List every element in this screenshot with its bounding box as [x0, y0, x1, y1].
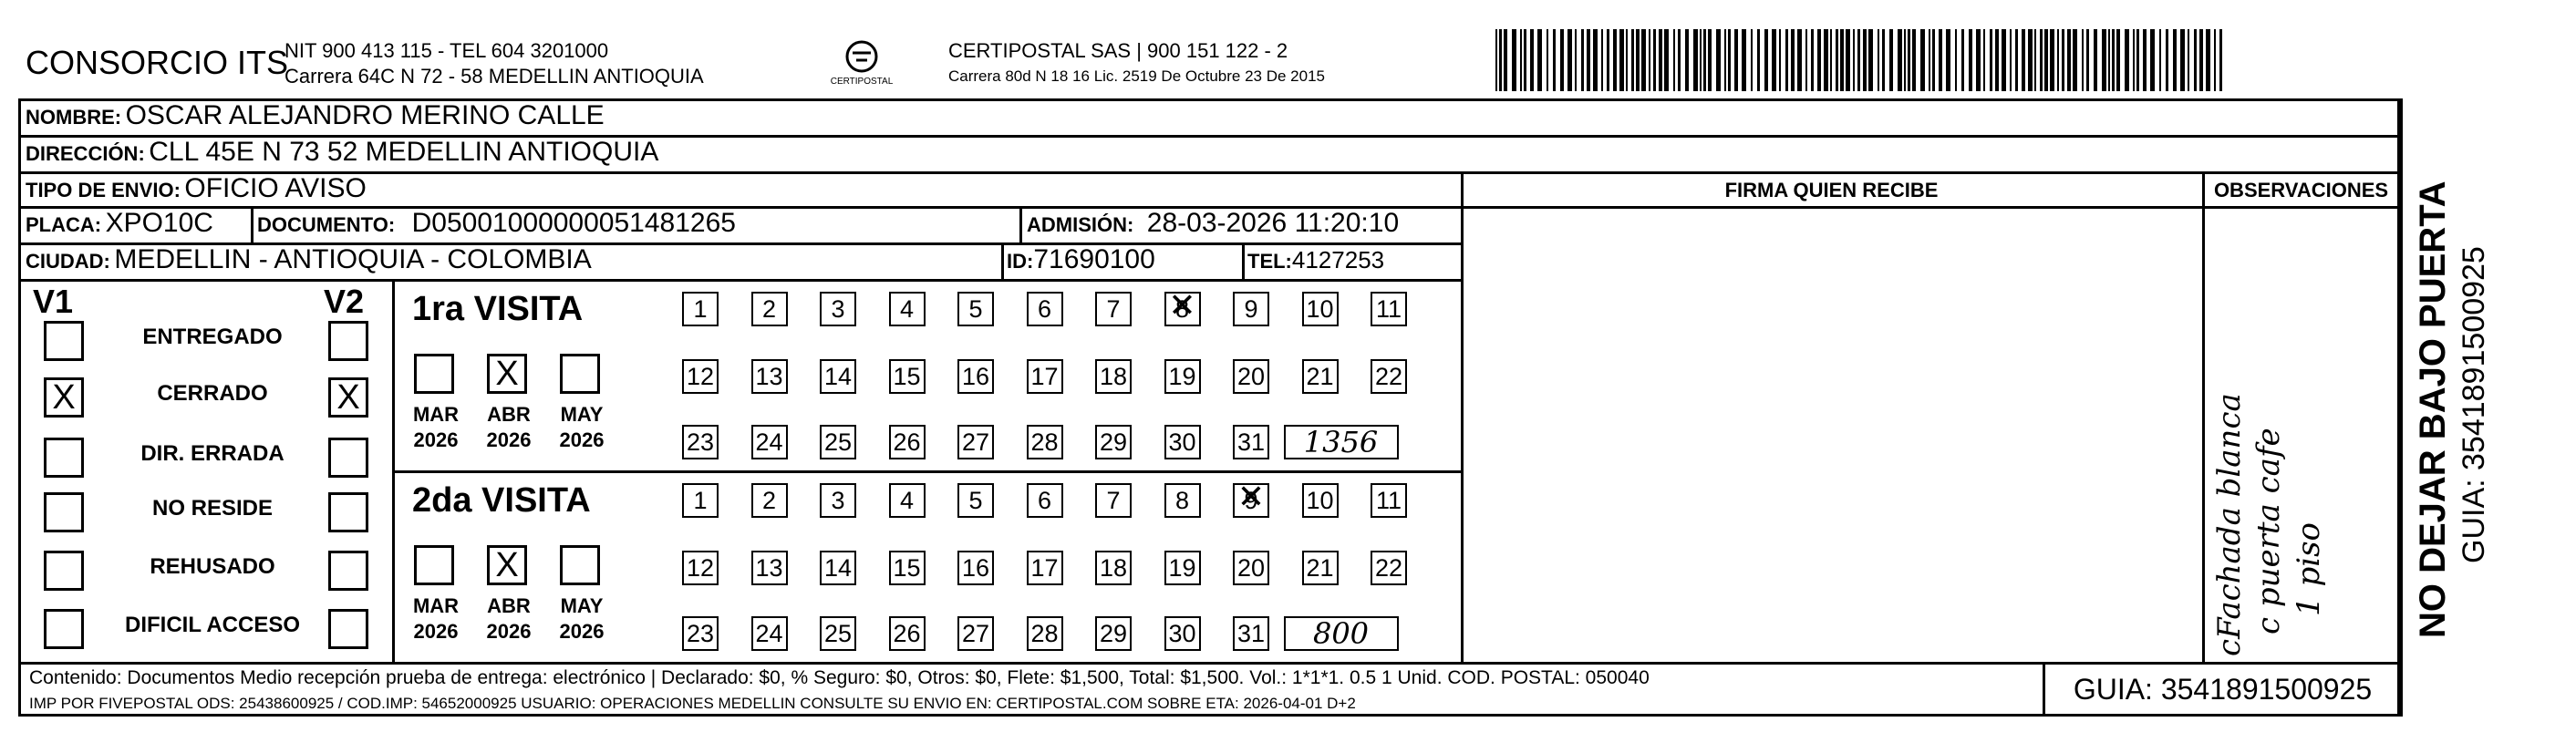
barcode-bar — [1779, 29, 1781, 91]
logo-icon — [816, 36, 907, 77]
barcode-bar — [2044, 29, 2048, 91]
admision-label: ADMISIÓN: — [1027, 213, 1134, 236]
divider — [1461, 171, 1464, 662]
barcode-bar — [1520, 29, 1522, 91]
month-name: ABR — [487, 594, 531, 617]
divider — [18, 279, 1461, 282]
day-box[interactable]: 20 — [1233, 551, 1269, 585]
barcode-bar — [1700, 29, 1702, 91]
address-line: Carrera 64C N 72 - 58 MEDELLIN ANTIOQUIA — [284, 65, 704, 88]
month-name: MAR — [412, 403, 460, 426]
day-box[interactable]: 3 — [820, 483, 856, 518]
barcode-bar — [1882, 29, 1885, 91]
barcode-bar — [1939, 29, 1942, 91]
barcode-bar — [2002, 29, 2006, 91]
day-box[interactable]: 19 — [1164, 551, 1201, 585]
tipo-field — [26, 173, 367, 204]
documento-value: D05001000000051481265 — [411, 208, 736, 238]
id-label: ID: — [1007, 250, 1034, 273]
status-label: DIR. ERRADA — [140, 441, 284, 466]
month-year: 2026 — [413, 428, 459, 451]
day-box[interactable]: 16 — [957, 551, 994, 585]
barcode-bar — [2028, 29, 2033, 91]
barcode-bar — [1685, 29, 1689, 91]
side-warning: NO DEJAR BAJO PUERTA — [2413, 181, 2453, 638]
visit-title: 1ra VISITA — [412, 290, 584, 328]
barcode-bar — [1932, 29, 1935, 91]
visit-title: 2da VISITA — [412, 481, 591, 520]
barcode-bar — [1560, 29, 1564, 91]
barcode-bar — [1817, 29, 1821, 91]
divider — [1242, 242, 1245, 279]
v2-checkbox[interactable]: X — [328, 377, 368, 418]
day-box[interactable]: 10 — [1302, 292, 1339, 326]
day-box[interactable]: 5 — [957, 483, 994, 518]
observation-line-2: c puerta cafe — [2250, 428, 2287, 634]
barcode-bar — [1846, 29, 1850, 91]
day-box[interactable]: 14 — [820, 359, 856, 394]
day-box[interactable]: 4 — [889, 292, 926, 326]
barcode-bar — [1664, 29, 1669, 91]
month-name: MAR — [412, 594, 460, 617]
day-box[interactable]: 24 — [751, 616, 788, 651]
barcode-bar — [1524, 29, 1526, 91]
barcode-bar — [2108, 29, 2110, 91]
placa-field — [26, 208, 213, 239]
certi-line: CERTIPOSTAL SAS | 900 151 122 - 2 — [948, 39, 1288, 62]
day-box[interactable]: 11 — [1371, 483, 1407, 518]
month-year: 2026 — [559, 428, 605, 451]
barcode-bar — [2166, 29, 2168, 91]
documento-label: DOCUMENTO: — [257, 213, 396, 236]
day-box[interactable]: 20 — [1233, 359, 1269, 394]
barcode-bar — [2180, 29, 2185, 91]
day-box[interactable]: 9 ✕ — [1233, 483, 1269, 518]
day-box[interactable]: 26 — [889, 425, 926, 459]
barcode-bar — [1805, 29, 1807, 91]
v1-header: V1 — [33, 283, 74, 320]
barcode-bar — [2206, 29, 2210, 91]
barcode-bar — [1772, 29, 1776, 91]
tel-value: 4127253 — [1291, 246, 1385, 273]
barcode-bar — [1659, 29, 1662, 91]
barcode-bar — [2086, 29, 2089, 91]
barcode-bar — [2214, 29, 2216, 91]
v1-checkbox[interactable] — [44, 551, 84, 591]
divider — [2202, 171, 2205, 662]
day-box[interactable]: 30 — [1164, 616, 1201, 651]
barcode-bar — [2022, 29, 2025, 91]
observation-line-1: cFachada blanca — [2211, 393, 2248, 656]
barcode-bar — [1626, 29, 1628, 91]
barcode-bar — [2159, 29, 2161, 91]
day-box[interactable]: 17 — [1027, 551, 1063, 585]
barcode-bar — [2015, 29, 2018, 91]
status-label: NO RESIDE — [151, 496, 274, 521]
barcode-bar — [1636, 29, 1640, 91]
barcode-bar — [1908, 29, 1910, 91]
barcode-bar — [1504, 29, 1507, 91]
day-box[interactable]: 12 — [682, 359, 719, 394]
barcode-bar — [1553, 29, 1556, 91]
side-guia: GUIA: 3541891500925 — [2457, 246, 2491, 563]
placa-label: PLACA: — [26, 213, 102, 236]
barcode-bar — [1724, 29, 1726, 91]
divider — [18, 171, 2400, 174]
barcode-bar — [1547, 29, 1548, 91]
day-box[interactable]: 8 ✕ — [1164, 292, 1201, 326]
barcode-bar — [1904, 29, 1906, 91]
tel-label: TEL: — [1247, 250, 1292, 273]
nombre-value: OSCAR ALEJANDRO MERINO CALLE — [125, 100, 605, 130]
divider — [1019, 206, 1022, 242]
v1-checkbox[interactable] — [44, 321, 84, 361]
barcode-bar — [1734, 29, 1738, 91]
day-box[interactable]: 1 — [682, 483, 719, 518]
day-box[interactable]: 8 — [1164, 483, 1201, 518]
day-box[interactable]: 31 — [1233, 616, 1269, 651]
status-label: ENTREGADO — [142, 325, 283, 349]
direccion-label: DIRECCIÓN: — [26, 142, 145, 165]
month-checkbox[interactable] — [560, 354, 600, 394]
day-box[interactable]: 15 — [889, 359, 926, 394]
barcode-bar — [2102, 29, 2106, 91]
barcode-bar — [1575, 29, 1577, 91]
barcode-bar — [1824, 29, 1828, 91]
day-box[interactable]: 13 — [751, 359, 788, 394]
company-info — [284, 38, 704, 89]
footer-guia: GUIA: 3541891500925 — [2043, 664, 2400, 717]
day-box[interactable]: 3 — [820, 292, 856, 326]
barcode-bar — [1946, 29, 1950, 91]
month-year: 2026 — [486, 428, 532, 451]
day-box[interactable]: 23 — [682, 425, 719, 459]
barcode-bar — [1868, 29, 1873, 91]
barcode-bar — [2062, 29, 2064, 91]
barcode-bar — [1653, 29, 1656, 91]
month-checkbox[interactable]: X — [487, 354, 527, 394]
tipo-value: OFICIO AVISO — [184, 173, 367, 203]
admision-value: 28-03-2026 11:20:10 — [1146, 208, 1400, 238]
barcode-bar — [2136, 29, 2139, 91]
day-box[interactable]: 11 — [1371, 292, 1407, 326]
month-checkbox[interactable]: X — [487, 545, 527, 585]
day-box[interactable]: 5 — [957, 292, 994, 326]
barcode-bar — [1512, 29, 1516, 91]
day-box[interactable]: 28 — [1027, 616, 1063, 651]
company-name: CONSORCIO ITS — [26, 44, 289, 81]
barcode-bar — [2173, 29, 2177, 91]
day-box[interactable]: 18 — [1095, 551, 1132, 585]
barcode-bar — [1631, 29, 1634, 91]
barcode-bar — [2125, 29, 2129, 91]
barcode-bar — [2188, 29, 2189, 91]
status-label: DIFICIL ACCESO — [124, 613, 300, 637]
day-box[interactable]: 30 — [1164, 425, 1201, 459]
day-box[interactable]: 25 — [820, 616, 856, 651]
v2-checkbox[interactable] — [328, 492, 368, 532]
divider — [392, 279, 395, 662]
day-box[interactable]: 9 — [1233, 292, 1269, 326]
barcode-bar — [1693, 29, 1698, 91]
day-box[interactable]: 7 — [1095, 483, 1132, 518]
barcode-bar — [2116, 29, 2120, 91]
barcode-bar — [1537, 29, 1542, 91]
certipostal-logo — [816, 36, 907, 89]
day-box[interactable]: 22 — [1371, 359, 1407, 394]
barcode-bar — [1969, 29, 1972, 91]
month-checkbox[interactable] — [414, 545, 454, 585]
barcode-bar — [1797, 29, 1802, 91]
day-box[interactable]: 16 — [957, 359, 994, 394]
barcode-bar — [1912, 29, 1916, 91]
barcode-bar — [1929, 29, 1930, 91]
status-label: REHUSADO — [150, 554, 275, 579]
barcode-bar — [1619, 29, 1624, 91]
certipostal-info — [948, 38, 1325, 89]
divider — [251, 206, 253, 242]
day-box[interactable]: 24 — [751, 425, 788, 459]
divider — [2400, 98, 2403, 717]
barcode-bar — [2133, 29, 2135, 91]
day-box[interactable]: 2 — [751, 292, 788, 326]
ciudad-field — [26, 244, 592, 275]
barcode-bar — [1601, 29, 1603, 91]
barcode-bar — [1840, 29, 1844, 91]
month-year: 2026 — [559, 620, 605, 643]
divider — [1461, 206, 2400, 209]
barcode-bar — [2050, 29, 2054, 91]
barcode-bar — [1708, 29, 1712, 91]
month-checkbox[interactable] — [414, 354, 454, 394]
day-box[interactable]: 17 — [1027, 359, 1063, 394]
barcode-bar — [1976, 29, 1981, 91]
day-box[interactable]: 4 — [889, 483, 926, 518]
barcode-bar — [1673, 29, 1675, 91]
day-box[interactable]: 10 — [1302, 483, 1339, 518]
barcode-bar — [1581, 29, 1584, 91]
placa-value: XPO10C — [105, 208, 213, 238]
day-box[interactable]: 22 — [1371, 551, 1407, 585]
barcode-bar — [1990, 29, 1992, 91]
barcode-bar — [1716, 29, 1721, 91]
month-name: MAY — [560, 594, 604, 617]
day-box[interactable]: 29 — [1095, 425, 1132, 459]
barcode-bar — [1785, 29, 1788, 91]
barcode-bar — [1863, 29, 1867, 91]
barcode-bar — [1649, 29, 1650, 91]
barcode-bar — [1742, 29, 1746, 91]
barcode-bar — [1641, 29, 1646, 91]
footer-contenido: Contenido: Documentos Medio recepción prueba de entrega: electrónico | Declarado: $0, % Seguro: $0, Otros: $0, Flete: $1,500, Total: $1,500. Vol.: 1*1*1. 0.5 1 Unid. COD. POSTAL: 050040 — [29, 667, 1650, 688]
barcode-bar — [1751, 29, 1753, 91]
observation-line-3: 1 piso — [2291, 522, 2327, 616]
ciudad-label: CIUDAD: — [26, 250, 110, 273]
barcode-bar — [2150, 29, 2155, 91]
logo-text: CERTIPOSTAL — [830, 77, 894, 87]
observaciones-header: OBSERVACIONES — [2213, 179, 2389, 201]
barcode-bar — [1853, 29, 1855, 91]
barcode-bar — [2057, 29, 2059, 91]
day-box[interactable]: 1 — [682, 292, 719, 326]
nit-line: NIT 900 413 115 - TEL 604 3201000 — [284, 39, 609, 62]
barcode-bar — [2067, 29, 2071, 91]
barcode-bar — [1955, 29, 1957, 91]
day-box[interactable]: 23 — [682, 616, 719, 651]
day-box[interactable]: 31 — [1233, 425, 1269, 459]
v2-checkbox[interactable] — [328, 438, 368, 478]
status-label: CERRADO — [157, 381, 268, 406]
id-value: 71690100 — [1033, 244, 1155, 274]
barcode-bar — [1728, 29, 1731, 91]
barcode-bar — [1703, 29, 1706, 91]
barcode-bar — [1678, 29, 1681, 91]
barcode-bar — [1889, 29, 1893, 91]
v2-header: V2 — [324, 283, 365, 320]
divider — [392, 470, 1461, 473]
barcode-bar — [1830, 29, 1832, 91]
month-name: MAY — [560, 403, 604, 426]
day-box[interactable]: 19 — [1164, 359, 1201, 394]
barcode-bar — [2094, 29, 2097, 91]
day-box[interactable]: 29 — [1095, 616, 1132, 651]
time-note: 1356 — [1284, 425, 1399, 459]
barcode-bar — [1811, 29, 1814, 91]
day-box[interactable]: 6 — [1027, 292, 1063, 326]
month-name: ABR — [487, 403, 531, 426]
firma-header: FIRMA QUIEN RECIBE — [1724, 179, 1939, 201]
barcode-bar — [1836, 29, 1838, 91]
barcode-bar — [1995, 29, 1999, 91]
v1-checkbox[interactable]: X — [44, 377, 84, 418]
id-field — [1007, 244, 1155, 275]
barcode-bar — [2199, 29, 2203, 91]
day-box[interactable]: 18 — [1095, 359, 1132, 394]
barcode-bar — [1764, 29, 1768, 91]
time-note: 800 — [1284, 616, 1399, 651]
barcode-bar — [1530, 29, 1534, 91]
v1-checkbox[interactable] — [44, 609, 84, 649]
day-box[interactable]: 28 — [1027, 425, 1063, 459]
barcode-bar — [2034, 29, 2036, 91]
v2-checkbox[interactable] — [328, 551, 368, 591]
barcode-bar — [2194, 29, 2197, 91]
day-box[interactable]: 27 — [957, 425, 994, 459]
barcode-bar — [2219, 29, 2222, 91]
month-year: 2026 — [413, 620, 459, 643]
day-box[interactable]: 26 — [889, 616, 926, 651]
day-box[interactable]: 6 — [1027, 483, 1063, 518]
divider — [1001, 242, 1004, 279]
day-box[interactable]: 12 — [682, 551, 719, 585]
barcode-bar — [1757, 29, 1760, 91]
day-box[interactable]: 21 — [1302, 359, 1339, 394]
barcode-bar — [1613, 29, 1617, 91]
barcode — [1495, 29, 2229, 91]
barcode-bar — [2082, 29, 2084, 91]
tel-field — [1247, 246, 1384, 274]
v1-checkbox[interactable] — [44, 438, 84, 478]
tipo-label: TIPO DE ENVIO: — [26, 179, 181, 201]
v2-checkbox[interactable] — [328, 321, 368, 361]
barcode-bar — [1878, 29, 1879, 91]
barcode-bar — [1499, 29, 1502, 91]
barcode-bar — [1961, 29, 1964, 91]
month-year: 2026 — [486, 620, 532, 643]
barcode-bar — [1857, 29, 1860, 91]
barcode-bar — [2073, 29, 2077, 91]
barcode-bar — [1607, 29, 1609, 91]
direccion-field — [26, 137, 658, 168]
day-box[interactable]: 7 — [1095, 292, 1132, 326]
day-box[interactable]: 13 — [751, 551, 788, 585]
certi-sub: Carrera 80d N 18 16 Lic. 2519 De Octubre 23 De 2015 — [948, 67, 1325, 85]
nombre-field — [26, 100, 605, 131]
day-box[interactable]: 14 — [820, 551, 856, 585]
day-box[interactable]: 27 — [957, 616, 994, 651]
barcode-bar — [2040, 29, 2043, 91]
documento-field — [257, 208, 736, 239]
barcode-bar — [2143, 29, 2147, 91]
barcode-bar — [2010, 29, 2012, 91]
day-box[interactable]: 2 — [751, 483, 788, 518]
day-box[interactable]: 25 — [820, 425, 856, 459]
barcode-bar — [1920, 29, 1925, 91]
barcode-bar — [1791, 29, 1795, 91]
day-box[interactable]: 21 — [1302, 551, 1339, 585]
footer-imp: IMP POR FIVEPOSTAL ODS: 25438600925 / COD.IMP: 54652000925 USUARIO: OPERACIONES MEDELLIN CONSULTE SU ENVIO EN: CERTIPOSTAL.COM SOBRE ETA: 2026-04-01 D+2 — [29, 695, 1356, 712]
admision-field — [1027, 208, 1399, 239]
barcode-bar — [1567, 29, 1572, 91]
barcode-bar — [1983, 29, 1985, 91]
barcode-bar — [1898, 29, 1902, 91]
month-checkbox[interactable] — [560, 545, 600, 585]
v2-checkbox[interactable] — [328, 609, 368, 649]
barcode-bar — [1495, 29, 1497, 91]
nombre-label: NOMBRE: — [26, 106, 122, 129]
barcode-bar — [2112, 29, 2115, 91]
direccion-value: CLL 45E N 73 52 MEDELLIN ANTIOQUIA — [149, 137, 659, 167]
barcode-bar — [1593, 29, 1598, 91]
day-box[interactable]: 15 — [889, 551, 926, 585]
v1-checkbox[interactable] — [44, 492, 84, 532]
ciudad-value: MEDELLIN - ANTIOQUIA - COLOMBIA — [114, 244, 592, 274]
barcode-bar — [1587, 29, 1590, 91]
